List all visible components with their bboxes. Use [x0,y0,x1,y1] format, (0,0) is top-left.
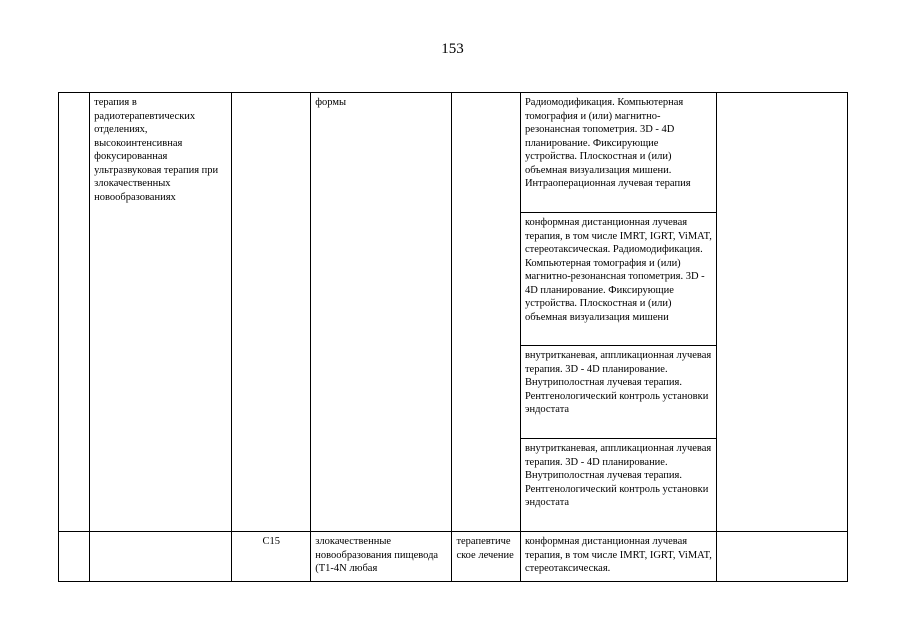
treatment-kind-cell [452,93,521,532]
treatment-method-cell: внутритканевая, аппликационная лучевая терапия. 3D - 4D планирование. Внутриполостная лучевая терапия. Рентгенологический контроль установки эндостата [520,439,716,532]
extra-cell [717,93,848,532]
treatment-method-cell: Радиомодификация. Компьютерная томография и (или) магнитно-резонансная топометрия. 3D - 4D планирование. Фиксирующие устройства. Плоскостная и (или) объемная визуализация мишени. Интраоперационная лучевая терапия [520,93,716,213]
patient-model-cell: злокачественные новообразования пищевода (Т1-4N любая [311,532,452,582]
page-number: 153 [441,41,464,57]
treatment-method-cell: внутритканевая, аппликационная лучевая терапия. 3D - 4D планирование. Внутриполостная лучевая терапия. Рентгенологический контроль установки эндостата [520,346,716,439]
patient-model-cell: формы [311,93,452,532]
row-number-cell [59,532,90,582]
medical-care-table [58,92,848,582]
care-type-cell [90,532,232,582]
care-type-cell: терапия в радиотерапевтических отделениях, высокоинтенсивная фокусированная ультразвуковая терапия при злокачественных новообразованиях [90,93,232,532]
diagnosis-code-cell: С15 [232,532,311,582]
treatment-kind-cell: терапевтиче ское лечение [452,532,521,582]
extra-cell [717,532,848,582]
row-number-cell [59,93,90,532]
treatment-method-cell: конформная дистанционная лучевая терапия, в том числе IMRT, IGRT, ViMAT, стереотаксическая. Радиомодификация. Компьютерная томография и (или) магнитно-резонансная топометрия. 3D - 4D планирование. Фиксирующие устройства. Плоскостная и (или) объемная визуализация мишени [520,213,716,346]
table-row [59,93,848,213]
diagnosis-code-cell [232,93,311,532]
table-row [59,532,848,582]
treatment-method-cell: конформная дистанционная лучевая терапия, в том числе IMRT, IGRT, ViMAT, стереотаксическая. [520,532,716,582]
